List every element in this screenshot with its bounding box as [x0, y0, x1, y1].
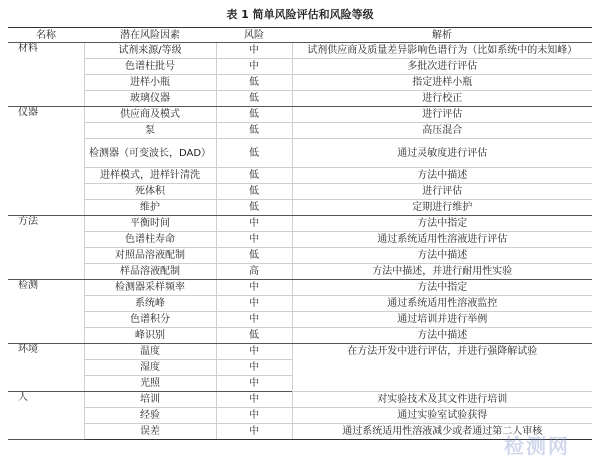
table-row — [8, 328, 592, 344]
factor-cell: 湿度 — [84, 360, 216, 376]
analysis-cell: 通过灵敏度进行评估 — [292, 139, 592, 168]
table-row — [8, 232, 592, 248]
risk-cell: 低 — [216, 184, 292, 200]
category-cell: 方法 — [8, 216, 84, 280]
factor-cell: 进样模式，进样针清洗 — [84, 168, 216, 184]
factor-cell: 色谱柱寿命 — [84, 232, 216, 248]
risk-cell: 低 — [216, 328, 292, 344]
risk-cell: 中 — [216, 392, 292, 408]
factor-cell: 供应商及模式 — [84, 107, 216, 123]
category-cell: 检测 — [8, 280, 84, 344]
table-header — [8, 28, 592, 43]
table-row — [8, 312, 592, 328]
table-row — [8, 91, 592, 107]
analysis-cell: 方法中描述，并进行耐用性实验 — [292, 264, 592, 280]
analysis-cell: 高压混合 — [292, 123, 592, 139]
header-name: 名称 — [8, 28, 84, 43]
table-row — [8, 248, 592, 264]
analysis-cell: 方法中描述 — [292, 168, 592, 184]
risk-cell: 低 — [216, 248, 292, 264]
analysis-cell: 在方法开发中进行评估，并进行强降解试验 — [292, 344, 592, 392]
analysis-cell: 通过实验室试验获得 — [292, 408, 592, 424]
table-row — [8, 296, 592, 312]
risk-cell: 中 — [216, 376, 292, 392]
analysis-cell: 进行评估 — [292, 107, 592, 123]
analysis-cell: 通过系统适用性溶液进行评估 — [292, 232, 592, 248]
risk-cell: 低 — [216, 75, 292, 91]
analysis-cell: 定期进行维护 — [292, 200, 592, 216]
table-row — [8, 408, 592, 424]
table-row — [8, 75, 592, 91]
risk-cell: 中 — [216, 360, 292, 376]
risk-cell: 低 — [216, 200, 292, 216]
risk-cell: 中 — [216, 280, 292, 296]
factor-cell: 经验 — [84, 408, 216, 424]
analysis-cell: 指定进样小瓶 — [292, 75, 592, 91]
header-risk: 风险 — [216, 28, 292, 43]
factor-cell: 样品溶液配制 — [84, 264, 216, 280]
factor-cell: 维护 — [84, 200, 216, 216]
factor-cell: 峰识别 — [84, 328, 216, 344]
table-row — [8, 107, 592, 123]
analysis-cell: 通过系统适用性溶液减少或者通过第二人审核 — [292, 424, 592, 440]
table-row — [8, 280, 592, 296]
factor-cell: 光照 — [84, 376, 216, 392]
table-row — [8, 344, 592, 360]
risk-cell: 低 — [216, 107, 292, 123]
analysis-cell: 进行评估 — [292, 184, 592, 200]
factor-cell: 检测器（可变波长，DAD） — [84, 139, 216, 168]
factor-cell: 温度 — [84, 344, 216, 360]
risk-cell: 低 — [216, 168, 292, 184]
table-row — [8, 139, 592, 168]
factor-cell: 色谱积分 — [84, 312, 216, 328]
analysis-cell: 方法中描述 — [292, 328, 592, 344]
factor-cell: 培训 — [84, 392, 216, 408]
analysis-cell: 通过培训并进行举例 — [292, 312, 592, 328]
risk-cell: 低 — [216, 91, 292, 107]
factor-cell: 色谱柱批号 — [84, 59, 216, 75]
category-cell: 材料 — [8, 43, 84, 107]
analysis-cell: 方法中指定 — [292, 216, 592, 232]
table-row — [8, 43, 592, 59]
factor-cell: 死体积 — [84, 184, 216, 200]
analysis-cell: 进行校正 — [292, 91, 592, 107]
analysis-cell: 通过系统适用性溶液监控 — [292, 296, 592, 312]
table-row — [8, 59, 592, 75]
table-row — [8, 216, 592, 232]
table-row — [8, 184, 592, 200]
header-factor: 潜在风险因素 — [84, 28, 216, 43]
table-caption: 表 1 简单风险评估和风险等级 — [226, 8, 374, 21]
category-cell: 人 — [8, 392, 84, 440]
risk-cell: 中 — [216, 424, 292, 440]
factor-cell: 玻璃仪器 — [84, 91, 216, 107]
risk-cell: 中 — [216, 296, 292, 312]
factor-cell: 系统峰 — [84, 296, 216, 312]
table-row — [8, 200, 592, 216]
category-cell: 环境 — [8, 344, 84, 392]
risk-cell: 高 — [216, 264, 292, 280]
risk-cell: 中 — [216, 408, 292, 424]
factor-cell: 对照品溶液配制 — [84, 248, 216, 264]
watermark: 检测网 — [504, 434, 570, 458]
risk-cell: 中 — [216, 232, 292, 248]
table-row — [8, 392, 592, 408]
risk-cell: 中 — [216, 344, 292, 360]
risk-cell: 低 — [216, 123, 292, 139]
table-row — [8, 264, 592, 280]
risk-cell: 低 — [216, 139, 292, 168]
category-cell: 仪器 — [8, 107, 84, 216]
analysis-cell: 方法中指定 — [292, 280, 592, 296]
risk-cell: 中 — [216, 59, 292, 75]
risk-cell: 中 — [216, 43, 292, 59]
table-row — [8, 123, 592, 139]
analysis-cell: 多批次进行评估 — [292, 59, 592, 75]
factor-cell: 进样小瓶 — [84, 75, 216, 91]
risk-cell: 中 — [216, 312, 292, 328]
table-row — [8, 168, 592, 184]
risk-table — [8, 27, 592, 440]
factor-cell: 检测器采样频率 — [84, 280, 216, 296]
factor-cell: 泵 — [84, 123, 216, 139]
factor-cell: 试剂来源/等级 — [84, 43, 216, 59]
risk-cell: 中 — [216, 216, 292, 232]
factor-cell: 平衡时间 — [84, 216, 216, 232]
analysis-cell: 试剂供应商及质量差异影响色谱行为（比如系统中的未知峰） — [292, 43, 592, 59]
factor-cell: 误差 — [84, 424, 216, 440]
analysis-cell: 对实验技术及其文件进行培训 — [292, 392, 592, 408]
header-analysis: 解析 — [292, 28, 592, 43]
analysis-cell: 方法中描述 — [292, 248, 592, 264]
table-body — [8, 43, 592, 440]
